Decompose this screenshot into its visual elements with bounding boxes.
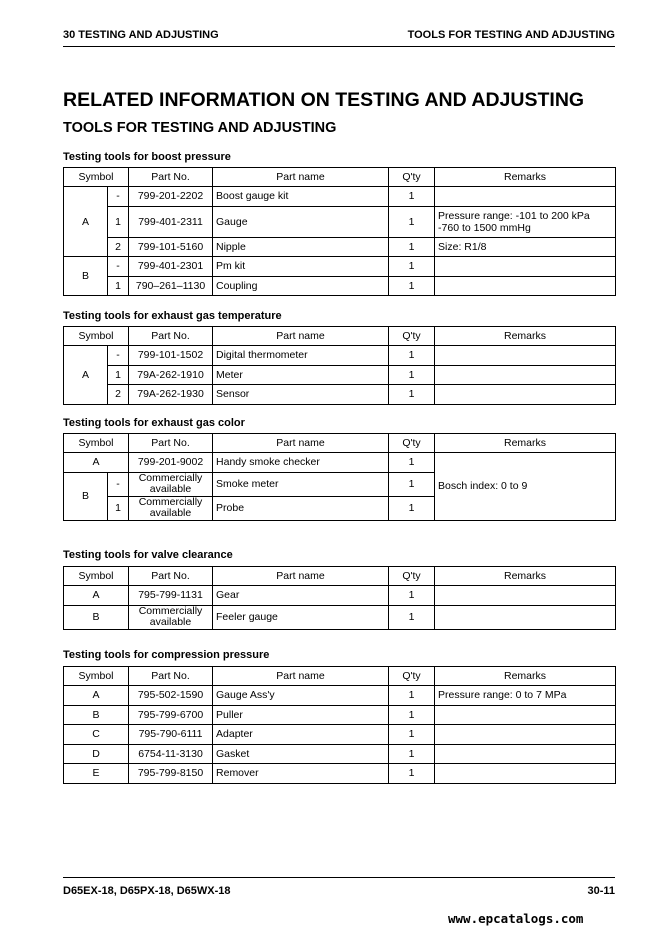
col-symbol: Symbol	[64, 667, 129, 686]
sub-symbol-cell: 1	[108, 206, 129, 237]
qty-cell: 1	[389, 365, 435, 385]
remarks-cell	[435, 725, 616, 745]
part-name-cell: Pm kit	[213, 257, 389, 277]
symbol-cell: E	[64, 764, 129, 784]
part-no-cell: 795-790-6111	[129, 725, 213, 745]
symbol-cell: A	[64, 453, 129, 473]
table-row	[64, 257, 616, 277]
sub-symbol-cell: 1	[108, 496, 129, 520]
table-row	[64, 276, 616, 296]
qty-cell: 1	[389, 605, 435, 629]
table-row	[64, 385, 616, 405]
remarks-cell: Size: R1/8	[435, 237, 616, 257]
part-no-cell: 795-799-6700	[129, 705, 213, 725]
remarks-cell	[435, 187, 616, 207]
col-remarks: Remarks	[435, 667, 616, 686]
table-row	[64, 453, 616, 473]
valve-clearance-table	[63, 566, 616, 630]
sub-symbol-cell: 2	[108, 237, 129, 257]
exhaust-color-table	[63, 433, 616, 521]
footer-page-number: 30-11	[587, 885, 615, 897]
remarks-cell	[435, 605, 616, 629]
part-no-cell: 799-401-2311	[129, 206, 213, 237]
col-symbol: Symbol	[64, 168, 129, 187]
col-qty: Q'ty	[389, 567, 435, 586]
qty-cell: 1	[389, 496, 435, 520]
part-no-cell: 799-201-2202	[129, 187, 213, 207]
col-part-no: Part No.	[129, 327, 213, 346]
page-title: RELATED INFORMATION ON TESTING AND ADJUSTING	[63, 89, 585, 111]
part-name-cell: Gear	[213, 586, 389, 606]
part-name-cell: Gauge Ass'y	[213, 686, 389, 706]
section-title-boost: Testing tools for boost pressure	[63, 151, 231, 163]
part-no-cell: 795-799-1131	[129, 586, 213, 606]
qty-cell: 1	[389, 744, 435, 764]
col-part-no: Part No.	[129, 567, 213, 586]
part-name-cell: Gauge	[213, 206, 389, 237]
table-row	[64, 586, 616, 606]
part-name-cell: Feeler gauge	[213, 605, 389, 629]
table-row	[64, 744, 616, 764]
col-part-name: Part name	[213, 434, 389, 453]
sub-symbol-cell: -	[108, 346, 129, 366]
section-title-exhaust-temp: Testing tools for exhaust gas temperature	[63, 310, 282, 322]
qty-cell: 1	[389, 346, 435, 366]
table-row	[64, 725, 616, 745]
remarks-cell	[435, 346, 616, 366]
part-name-cell: Sensor	[213, 385, 389, 405]
part-no-cell: 799-101-5160	[129, 237, 213, 257]
table-row	[64, 605, 616, 629]
shared-remarks-cell: Bosch index: 0 to 9	[435, 453, 616, 521]
sub-symbol-cell: -	[108, 257, 129, 277]
compression-pressure-table	[63, 666, 616, 784]
remarks-cell	[435, 257, 616, 277]
col-qty: Q'ty	[389, 327, 435, 346]
symbol-cell: A	[64, 187, 108, 257]
qty-cell: 1	[389, 385, 435, 405]
qty-cell: 1	[389, 586, 435, 606]
part-name-cell: Meter	[213, 365, 389, 385]
col-part-name: Part name	[213, 327, 389, 346]
remarks-cell: Pressure range: 0 to 7 MPa	[435, 686, 616, 706]
col-qty: Q'ty	[389, 434, 435, 453]
table-row	[64, 346, 616, 366]
col-part-name: Part name	[213, 667, 389, 686]
table-header-row	[64, 434, 616, 453]
symbol-cell: A	[64, 586, 129, 606]
symbol-cell: D	[64, 744, 129, 764]
col-part-name: Part name	[213, 567, 389, 586]
remarks-cell	[435, 764, 616, 784]
part-name-cell: Boost gauge kit	[213, 187, 389, 207]
col-qty: Q'ty	[389, 667, 435, 686]
part-name-cell: Handy smoke checker	[213, 453, 389, 473]
remarks-cell: Pressure range: -101 to 200 kPa -760 to 1500 mmHg	[435, 206, 616, 237]
sub-symbol-cell: 1	[108, 276, 129, 296]
part-name-cell: Nipple	[213, 237, 389, 257]
remarks-cell	[435, 385, 616, 405]
footer-models: D65EX-18, D65PX-18, D65WX-18	[63, 885, 231, 897]
part-no-cell: 79A-262-1910	[129, 365, 213, 385]
symbol-cell: A	[64, 686, 129, 706]
qty-cell: 1	[389, 472, 435, 496]
qty-cell: 1	[389, 187, 435, 207]
col-part-no: Part No.	[129, 434, 213, 453]
part-no-cell: 6754-11-3130	[129, 744, 213, 764]
table-row	[64, 237, 616, 257]
col-qty: Q'ty	[389, 168, 435, 187]
table-header-row	[64, 667, 616, 686]
col-remarks: Remarks	[435, 434, 616, 453]
table-header-row	[64, 567, 616, 586]
col-remarks: Remarks	[435, 327, 616, 346]
sub-symbol-cell: 2	[108, 385, 129, 405]
remarks-cell	[435, 276, 616, 296]
table-row	[64, 686, 616, 706]
table-header-row	[64, 168, 616, 187]
symbol-cell: B	[64, 605, 129, 629]
remarks-cell	[435, 365, 616, 385]
header-section: TOOLS FOR TESTING AND ADJUSTING	[407, 29, 615, 41]
part-no-cell: Commercially available	[129, 605, 213, 629]
part-no-cell: 790–261–1130	[129, 276, 213, 296]
header-chapter: 30 TESTING AND ADJUSTING	[63, 29, 219, 41]
col-part-name: Part name	[213, 168, 389, 187]
col-remarks: Remarks	[435, 567, 616, 586]
part-name-cell: Remover	[213, 764, 389, 784]
qty-cell: 1	[389, 237, 435, 257]
table-row	[64, 705, 616, 725]
footer-rule	[63, 877, 615, 878]
part-name-cell: Coupling	[213, 276, 389, 296]
exhaust-temp-table	[63, 326, 616, 405]
part-name-cell: Adapter	[213, 725, 389, 745]
remarks-cell	[435, 586, 616, 606]
section-title-exhaust-color: Testing tools for exhaust gas color	[63, 417, 245, 429]
part-no-cell: Commercially available	[129, 472, 213, 496]
qty-cell: 1	[389, 257, 435, 277]
part-name-cell: Gasket	[213, 744, 389, 764]
watermark-link[interactable]: www.epcatalogs.com	[448, 911, 584, 926]
part-name-cell: Digital thermometer	[213, 346, 389, 366]
section-title-valve: Testing tools for valve clearance	[63, 549, 233, 561]
qty-cell: 1	[389, 725, 435, 745]
table-row	[64, 187, 616, 207]
part-no-cell: 79A-262-1930	[129, 385, 213, 405]
col-symbol: Symbol	[64, 567, 129, 586]
section-title-compression: Testing tools for compression pressure	[63, 649, 270, 661]
part-name-cell: Probe	[213, 496, 389, 520]
part-no-cell: 799-201-9002	[129, 453, 213, 473]
symbol-cell: A	[64, 346, 108, 405]
part-no-cell: 799-101-1502	[129, 346, 213, 366]
boost-pressure-table	[63, 167, 616, 296]
col-symbol: Symbol	[64, 434, 129, 453]
symbol-cell: B	[64, 257, 108, 296]
part-name-cell: Puller	[213, 705, 389, 725]
col-part-no: Part No.	[129, 667, 213, 686]
table-row	[64, 365, 616, 385]
col-remarks: Remarks	[435, 168, 616, 187]
sub-symbol-cell: -	[108, 472, 129, 496]
page-header	[63, 29, 615, 43]
sub-symbol-cell: -	[108, 187, 129, 207]
remarks-cell	[435, 705, 616, 725]
table-header-row	[64, 327, 616, 346]
qty-cell: 1	[389, 686, 435, 706]
part-no-cell: 799-401-2301	[129, 257, 213, 277]
qty-cell: 1	[389, 276, 435, 296]
table-row	[64, 206, 616, 237]
qty-cell: 1	[389, 206, 435, 237]
remarks-cell	[435, 744, 616, 764]
symbol-cell: B	[64, 472, 108, 520]
symbol-cell: B	[64, 705, 129, 725]
qty-cell: 1	[389, 705, 435, 725]
qty-cell: 1	[389, 453, 435, 473]
sub-symbol-cell: 1	[108, 365, 129, 385]
qty-cell: 1	[389, 764, 435, 784]
page-subtitle: TOOLS FOR TESTING AND ADJUSTING	[63, 120, 337, 136]
part-no-cell: 795-502-1590	[129, 686, 213, 706]
table-row	[64, 764, 616, 784]
col-symbol: Symbol	[64, 327, 129, 346]
header-rule	[63, 46, 615, 47]
part-name-cell: Smoke meter	[213, 472, 389, 496]
part-no-cell: Commercially available	[129, 496, 213, 520]
symbol-cell: C	[64, 725, 129, 745]
part-no-cell: 795-799-8150	[129, 764, 213, 784]
col-part-no: Part No.	[129, 168, 213, 187]
